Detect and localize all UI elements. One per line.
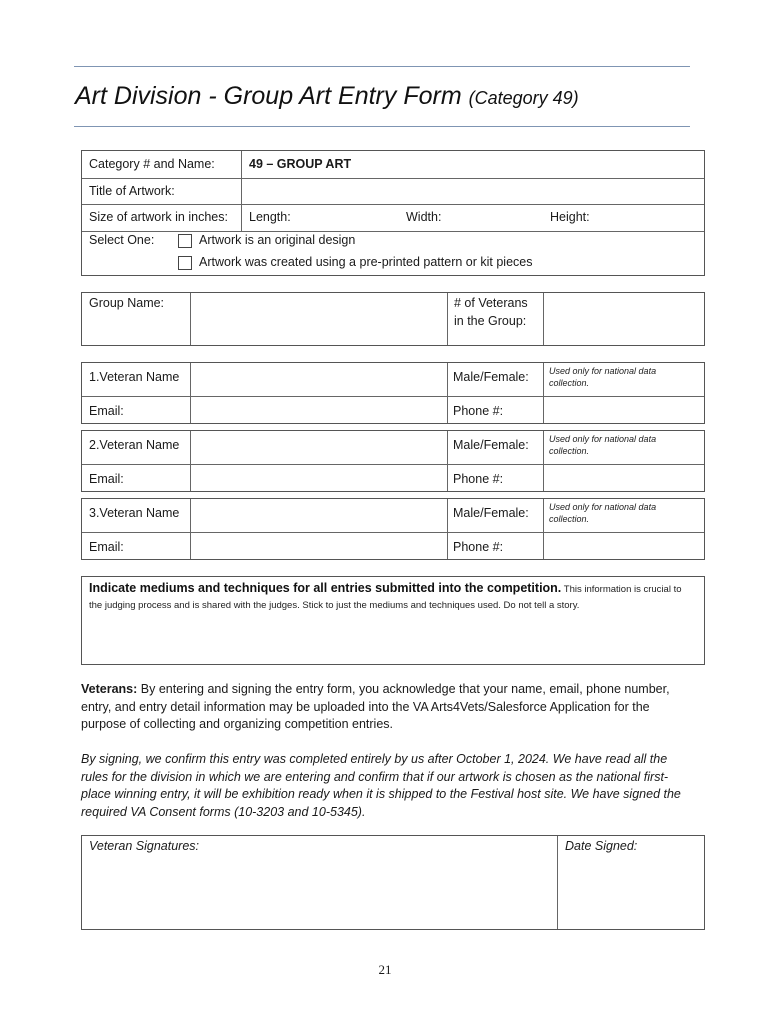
veteran-2-email-label: Email: xyxy=(89,472,124,486)
size-label: Size of artwork in inches: xyxy=(89,210,228,224)
veterans-count-label-1: # of Veterans xyxy=(454,296,528,310)
title-label: Title of Artwork: xyxy=(89,184,175,198)
form-category: (Category 49) xyxy=(468,88,579,108)
veteran-3-name-input[interactable] xyxy=(191,499,447,532)
veteran-3-phone-label: Phone #: xyxy=(453,540,504,554)
veteran-1-gender-note: Used only for national data collection. xyxy=(549,366,657,388)
date-signed-label: Date Signed: xyxy=(565,839,638,853)
veterans-count-input[interactable] xyxy=(544,293,704,345)
veteran-1-email-input[interactable] xyxy=(191,397,447,423)
veteran-3-email-label: Email: xyxy=(89,540,124,554)
height-label: Height: xyxy=(550,210,590,224)
veteran-1-name-label: 1.Veteran Name xyxy=(89,370,180,384)
mediums-box[interactable] xyxy=(81,576,705,665)
entry-table xyxy=(81,150,705,276)
veterans-notice xyxy=(81,681,693,734)
veterans-notice-text: By entering and signing the entry form, you acknowledge that your name, email, phone number, entry, and entry detail information may be uploaded into the VA Arts4Vets/Salesforce Application for the purpose of collecting and organizing competition entries. xyxy=(81,682,670,731)
original-design-checkbox[interactable] xyxy=(178,234,192,248)
mediums-text xyxy=(89,580,697,614)
page-title xyxy=(75,82,579,111)
veteran-3-table xyxy=(81,498,705,560)
veteran-2-name-input[interactable] xyxy=(191,431,447,464)
veteran-1-gender-label: Male/Female: xyxy=(453,370,529,384)
group-name-label: Group Name: xyxy=(89,296,165,310)
veteran-3-gender-label: Male/Female: xyxy=(453,506,529,520)
width-label: Width: xyxy=(406,210,442,224)
mediums-heading: Indicate mediums and techniques for all entries submitted into the competition. xyxy=(89,581,562,595)
confirmation-text: By signing, we confirm this entry was completed entirely by us after October 1, 2024. We have read all the rules for the division in which we are entering and confirm that if our artwork is chosen as the national first-place winning entry, it will be exhibition ready when it is shipped to the Festival host site. We have signed the required VA Consent forms (10-3203 and 10-5345). xyxy=(81,752,681,819)
veterans-notice-label: Veterans: xyxy=(81,682,138,696)
group-table xyxy=(81,292,705,346)
signature-table xyxy=(81,835,705,930)
veteran-2-phone-label: Phone #: xyxy=(453,472,504,486)
category-value: 49 – GROUP ART xyxy=(249,157,352,171)
top-rule xyxy=(74,66,690,67)
kit-pieces-checkbox[interactable] xyxy=(178,256,192,270)
length-label: Length: xyxy=(249,210,291,224)
veteran-2-table xyxy=(81,430,705,492)
page-number: 21 xyxy=(378,962,392,977)
title-input[interactable] xyxy=(242,179,704,204)
kit-pieces-label: Artwork was created using a pre-printed pattern or kit pieces xyxy=(199,255,533,269)
veteran-3-email-input[interactable] xyxy=(191,533,447,559)
form-title: Art Division - Group Art Entry Form xyxy=(75,82,462,110)
veteran-2-gender-label: Male/Female: xyxy=(453,438,529,452)
original-design-label: Artwork is an original design xyxy=(199,233,356,247)
veteran-2-phone-input[interactable] xyxy=(544,465,704,491)
veteran-3-phone-input[interactable] xyxy=(544,533,704,559)
veteran-1-phone-input[interactable] xyxy=(544,397,704,423)
veterans-count-label-2: in the Group: xyxy=(454,314,527,328)
veteran-1-phone-label: Phone #: xyxy=(453,404,504,418)
signatures-label: Veteran Signatures: xyxy=(89,839,200,853)
select-one-label: Select One: xyxy=(89,233,155,247)
title-underline xyxy=(74,126,690,127)
mediums-note: This information is crucial to the judging process and is shared with the judges. Stick to just the mediums and techniques used. Do not tell a story. xyxy=(89,584,682,611)
veteran-3-name-label: 3.Veteran Name xyxy=(89,506,180,520)
veteran-1-email-label: Email: xyxy=(89,404,124,418)
veteran-2-gender-note: Used only for national data collection. xyxy=(549,434,657,456)
veteran-2-name-label: 2.Veteran Name xyxy=(89,438,180,452)
category-label: Category # and Name: xyxy=(89,157,215,171)
group-name-input[interactable] xyxy=(191,293,447,345)
veteran-3-gender-note: Used only for national data collection. xyxy=(549,502,657,524)
veteran-1-name-input[interactable] xyxy=(191,363,447,396)
veteran-2-email-input[interactable] xyxy=(191,465,447,491)
date-signed-field[interactable] xyxy=(558,836,704,929)
signatures-field[interactable] xyxy=(82,836,557,929)
veteran-1-table xyxy=(81,362,705,424)
